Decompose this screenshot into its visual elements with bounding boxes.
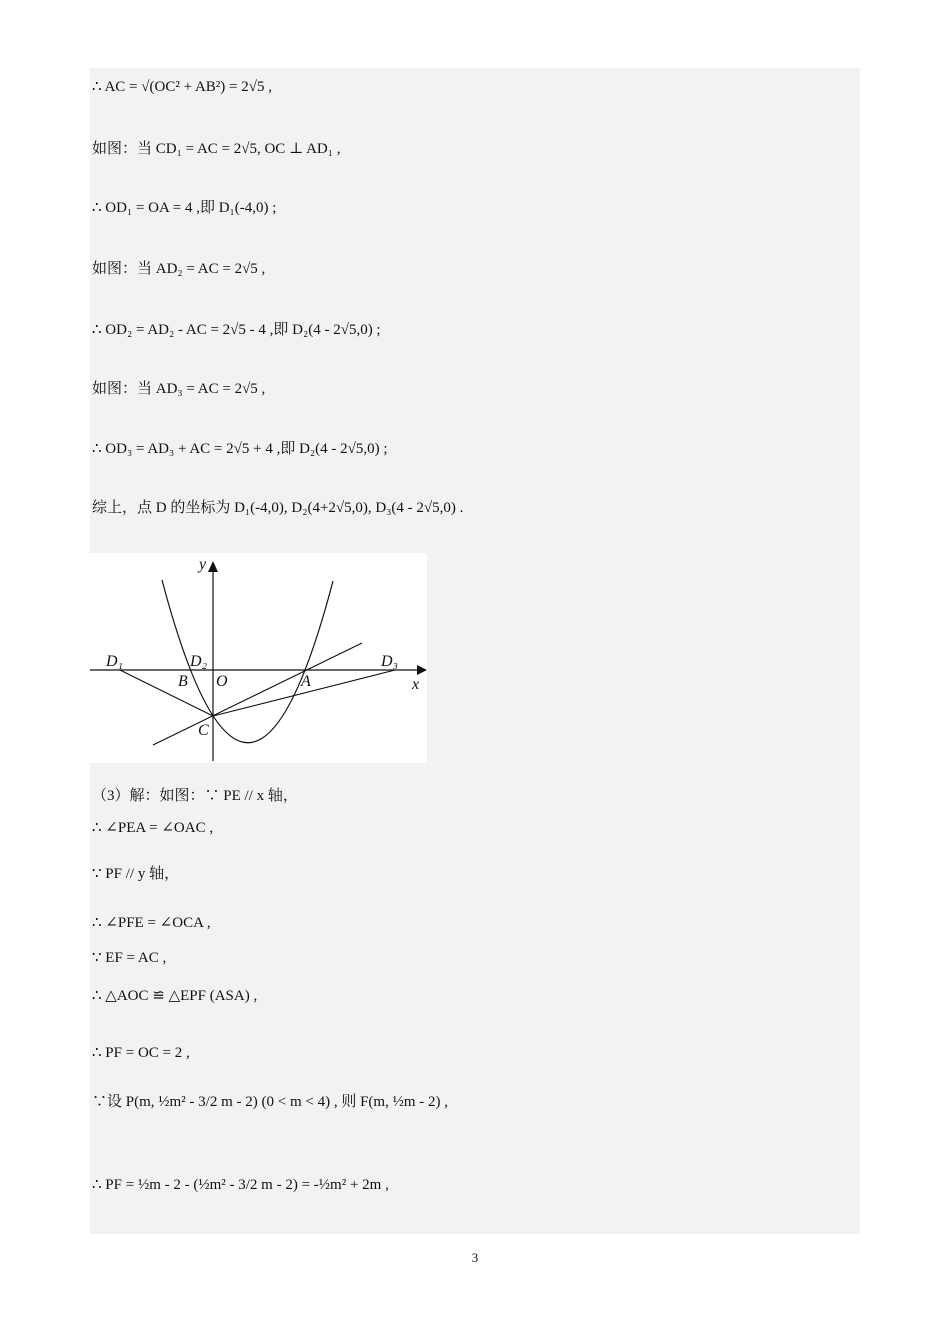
solution-conclusion: 综上，点 D 的坐标为 D₁(-4,0), D₂(4+2√5,0), D₃(4 - 2√5,0) . — [92, 500, 464, 516]
part3-line-7: ∴ PF = OC = 2 , — [92, 1045, 190, 1061]
label-x: x — [412, 676, 420, 693]
part3-line-8: ∵设 P(m, ½m² - 3/2 m - 2) (0 < m < 4) , 则 F(m, ½m - 2) , — [92, 1094, 448, 1110]
label-c: C — [198, 722, 209, 739]
label-a: A — [301, 673, 311, 690]
solution-line-4: 如图：当 AD₂ = AC = 2√5 , — [92, 261, 266, 277]
solution-line-1: ∴ AC = √(OC² + AB²) = 2√5 , — [92, 79, 272, 95]
solution-line-2: 如图：当 CD₁ = AC = 2√5, OC ⊥ AD₁ , — [92, 141, 341, 157]
part3-line-4: ∴ ∠PFE = ∠OCA , — [92, 915, 211, 931]
parabola-diagram — [90, 553, 427, 763]
y-axis-arrow — [208, 561, 218, 572]
page-number: 3 — [471, 1250, 479, 1265]
solution-line-7: ∴ OD₃ = AD₃ + AC = 2√5 + 4 ,即 D₂(4 - 2√5,0) ; — [92, 441, 388, 457]
label-b: B — [178, 673, 188, 690]
solution-line-5: ∴ OD₂ = AD₂ - AC = 2√5 - 4 ,即 D₂(4 - 2√5,0) ; — [92, 322, 381, 338]
part3-line-5: ∵ EF = AC , — [92, 950, 167, 966]
part3-line-3: ∵ PF // y 轴， — [92, 866, 180, 882]
solution-line-6: 如图：当 AD₃ = AC = 2√5 , — [92, 381, 266, 397]
label-d3: D₃ — [381, 653, 399, 670]
part3-line-9: ∴ PF = ½m - 2 - (½m² - 3/2 m - 2) = -½m² + 2m , — [92, 1177, 389, 1193]
line-ca — [153, 643, 362, 745]
label-d1: D₁ — [106, 653, 124, 670]
label-d2: D₂ — [190, 653, 208, 670]
part3-line-6: ∴ △AOC ≌ △EPF (ASA) , — [92, 988, 258, 1004]
parabola-curve — [162, 580, 333, 743]
label-y: y — [199, 556, 207, 573]
solution-line-3: ∴ OD₁ = OA = 4 ,即 D₁(-4,0) ; — [92, 200, 277, 216]
parabola-figure — [90, 553, 427, 763]
part3-line-2: ∴ ∠PEA = ∠OAC , — [92, 820, 214, 836]
x-axis-arrow — [417, 665, 427, 675]
line-cd1 — [120, 670, 213, 716]
label-o: O — [216, 673, 228, 690]
part3-line-1: （3）解：如图：∵ PE // x 轴， — [92, 788, 298, 804]
